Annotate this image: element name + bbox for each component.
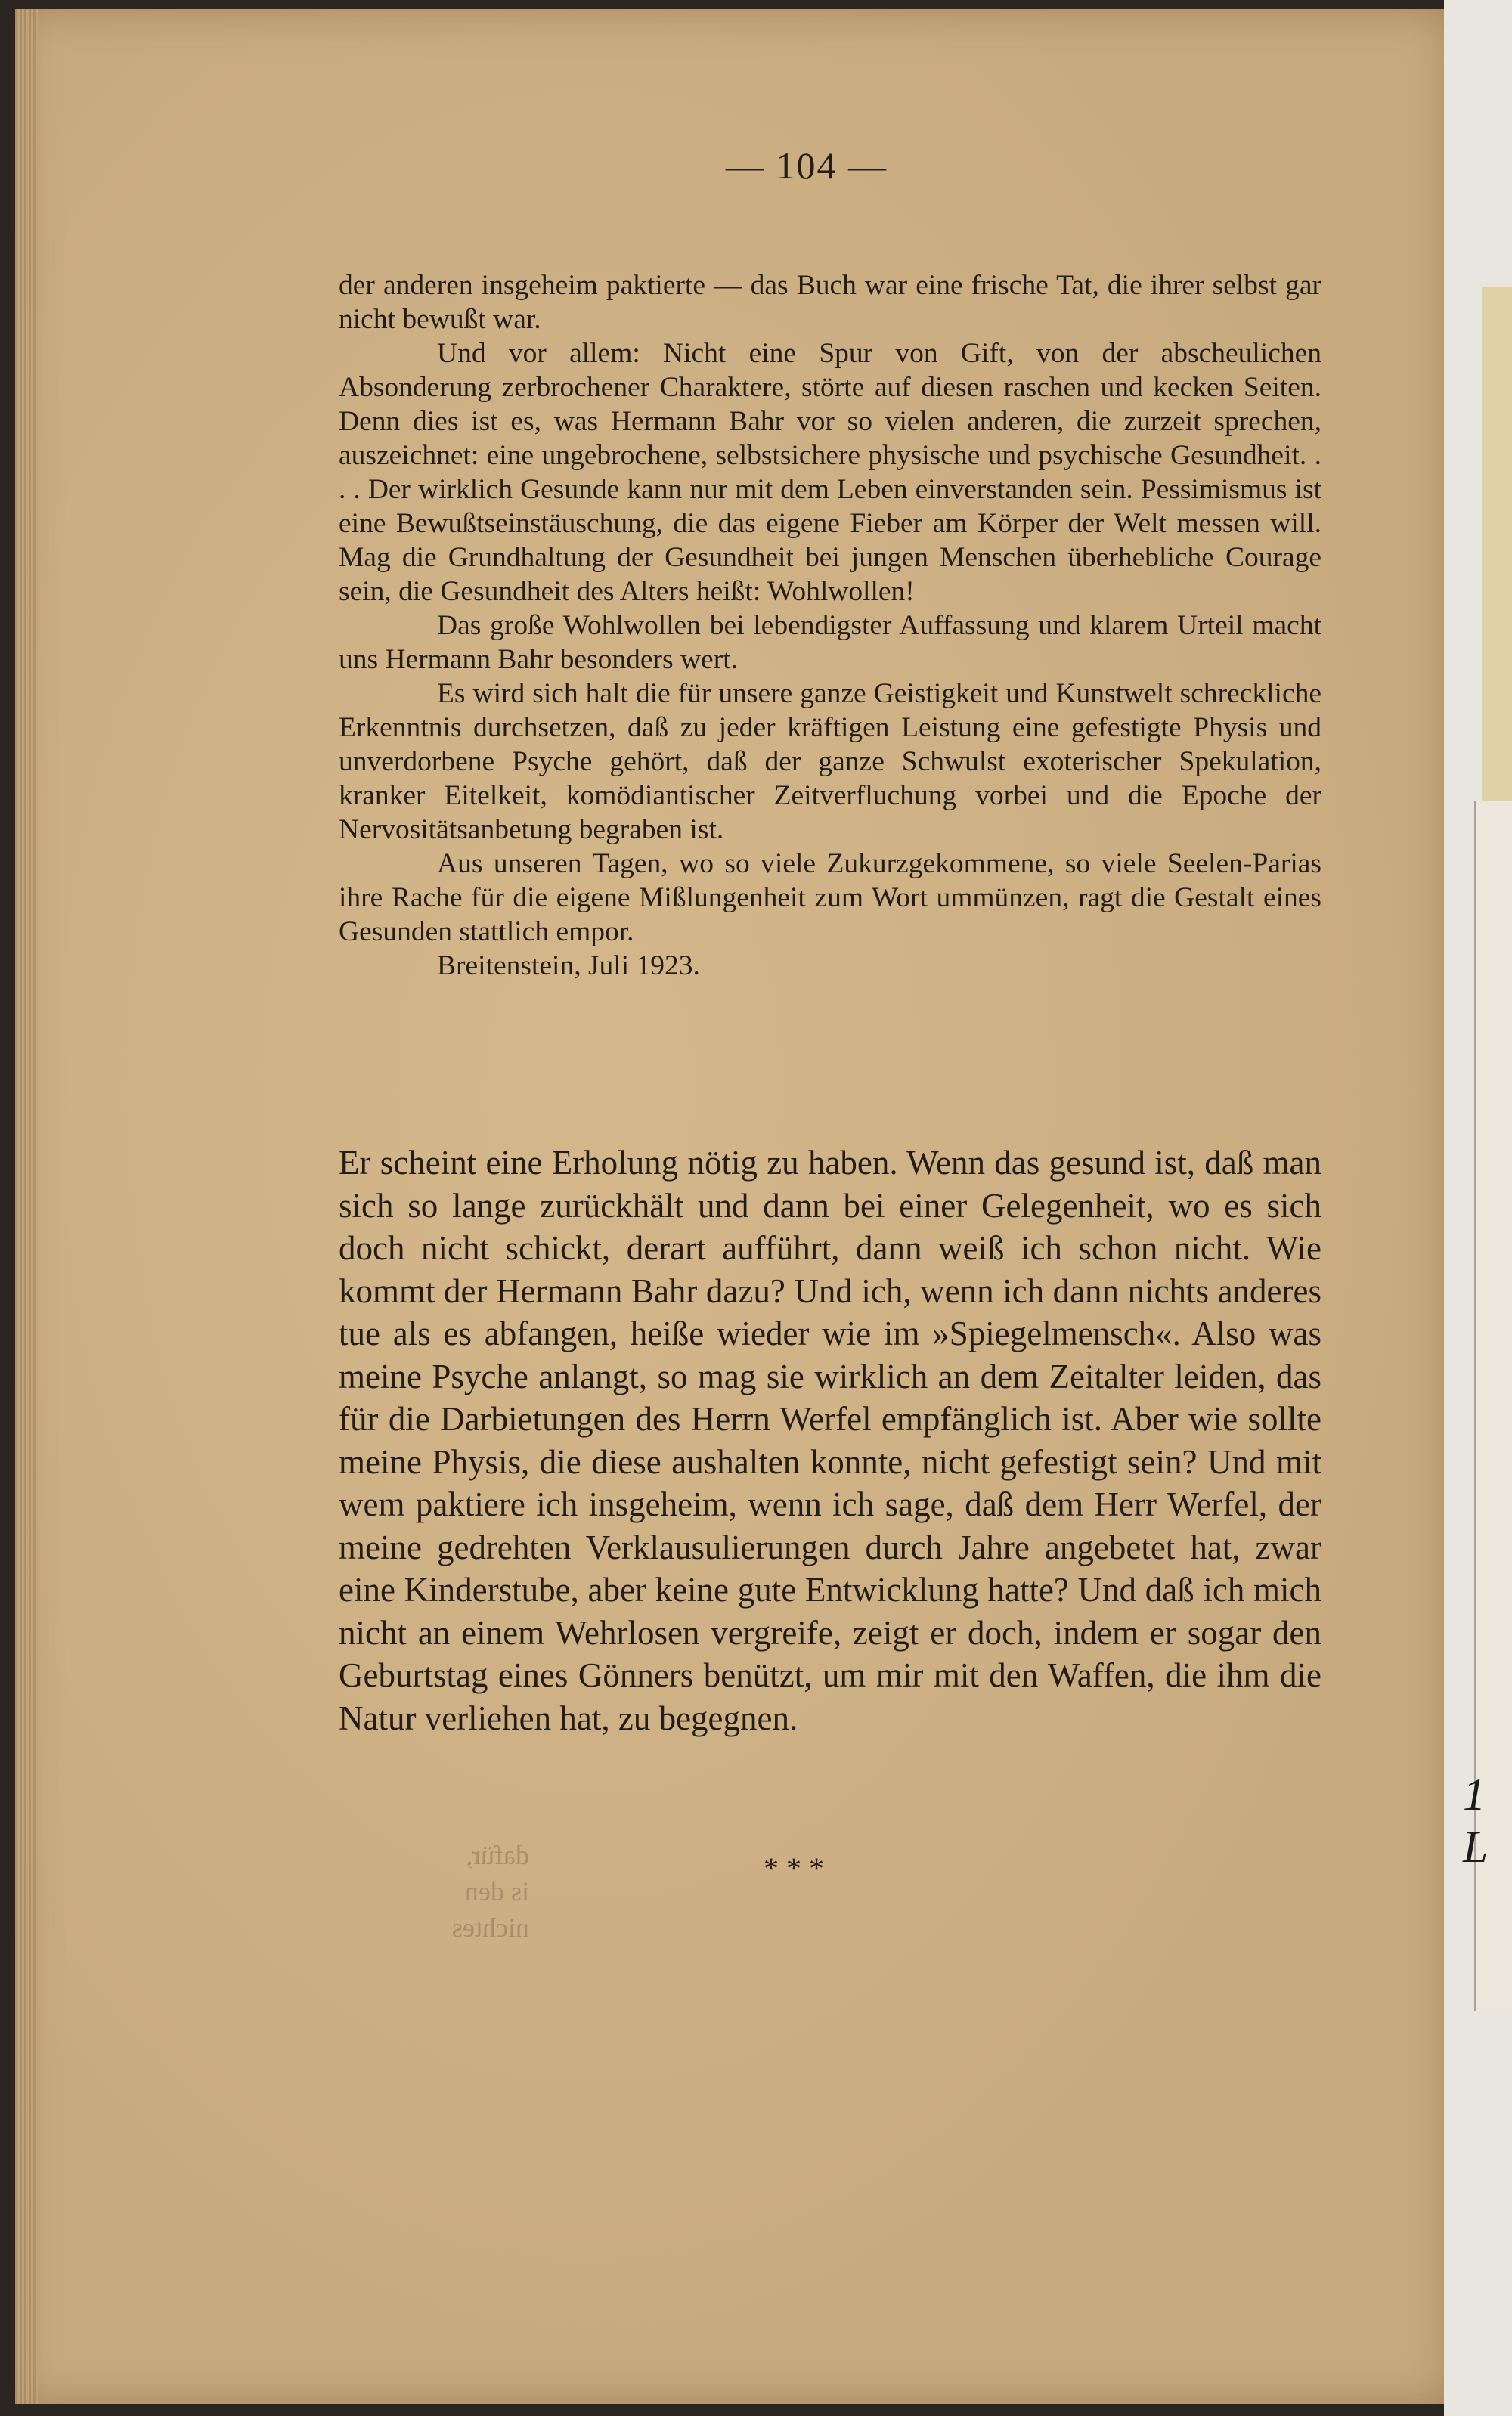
small-paragraph: Und vor allem: Nicht eine Spur von Gift, von der abscheulichen Absonderung zerbrochener Charaktere, störte auf diesen raschen und kecken Seiten. Denn dies ist es, was Hermann Bahr vor so vielen anderen, die zurzeit sprechen, auszeichnet: eine ungebrochene, selbstsichere physische und psychische Gesundheit. . . . Der wirklich Gesunde kann nur mit dem Leben einverstanden sein. Pessimismus ist eine Bewußtseinstäuschung, die das eigene Fieber am Körper der Welt messen will. Mag die Grundhaltung der Gesundheit bei jungen Menschen überhebliche Courage sein, die Gesundheit des Alters heißt: Wohlwollen!	[339, 338, 1321, 607]
small-paragraph: der anderen insgeheim paktierte — das Buch war eine frische Tat, die ihrer selbst gar nicht bewußt war.	[339, 270, 1321, 335]
show-through-line: is den	[465, 1876, 529, 1906]
paper-tab-upper	[1482, 287, 1512, 801]
small-paragraph: Das große Wohlwollen bei lebendigster Auffassung und klarem Urteil macht uns Hermann Bahr besonders wert.	[339, 610, 1321, 675]
margin-note: 1 L	[1463, 1770, 1489, 1872]
section-asterisks: * * *	[764, 1851, 824, 1885]
page-number: — 104 —	[726, 144, 888, 187]
quoted-text-block	[339, 268, 1321, 983]
signoff: Breitenstein, Juli 1923.	[437, 950, 700, 981]
show-through-line: dafür,	[466, 1840, 529, 1870]
show-through-text	[355, 1837, 529, 1946]
show-through-line: nichtes	[452, 1913, 529, 1943]
commentary-paragraph: Er scheint eine Erholung nötig zu haben. Wenn das gesund ist, daß man sich so lange zurückhält und dann bei einer Gelegenheit, wo es sich doch nicht schickt, derart aufführt, dann weiß ich schon nicht. Wie kommt der Hermann Bahr dazu? Und ich, wenn ich dann nichts anderes tue als es abfangen, heiße wieder wie im »Spiegelmensch«. Also was meine Psyche anlangt, so mag sie wirklich an dem Zeitalter leiden, das für die Darbietungen des Herrn Werfel empfänglich ist. Aber wie sollte meine Physis, die diese aushalten konnte, nicht gefestigt sein? Und mit wem paktiere ich insgeheim, wenn ich sage, daß dem Herr Werfel, der meine gedrehten Verklausulierungen durch Jahre angebetet hat, zwar eine Kinderstube, aber keine gute Entwicklung hatte? Und daß ich mich nicht an einem Wehrlosen vergreife, zeigt er doch, indem er sogar den Geburtstag eines Gönners benützt, um mir mit den Waffen, die ihm die Natur verliehen hat, zu begegnen.	[339, 1144, 1321, 1737]
commentary-block	[339, 1141, 1321, 1739]
small-paragraph: Aus unseren Tagen, wo so viele Zukurzgekommene, so viele Seelen-Parias ihre Rache für die eigene Mißlungenheit zum Wort ummünzen, ragt die Gestalt eines Gesunden stattlich empor.	[339, 848, 1321, 947]
page-edge	[15, 9, 38, 2404]
small-paragraph: Es wird sich halt die für unsere ganze Geistigkeit und Kunstwelt schreckliche Erkenntnis durchsetzen, daß zu jeder kräftigen Leistung eine gefestigte Physis und unverdorbene Psyche gehört, daß der ganze Schwulst exoterischer Spekulation, kranker Eitelkeit, komödiantischer Zeitverfluchung vorbei und die Epoche der Nervositätsanbetung begraben ist.	[339, 678, 1321, 845]
